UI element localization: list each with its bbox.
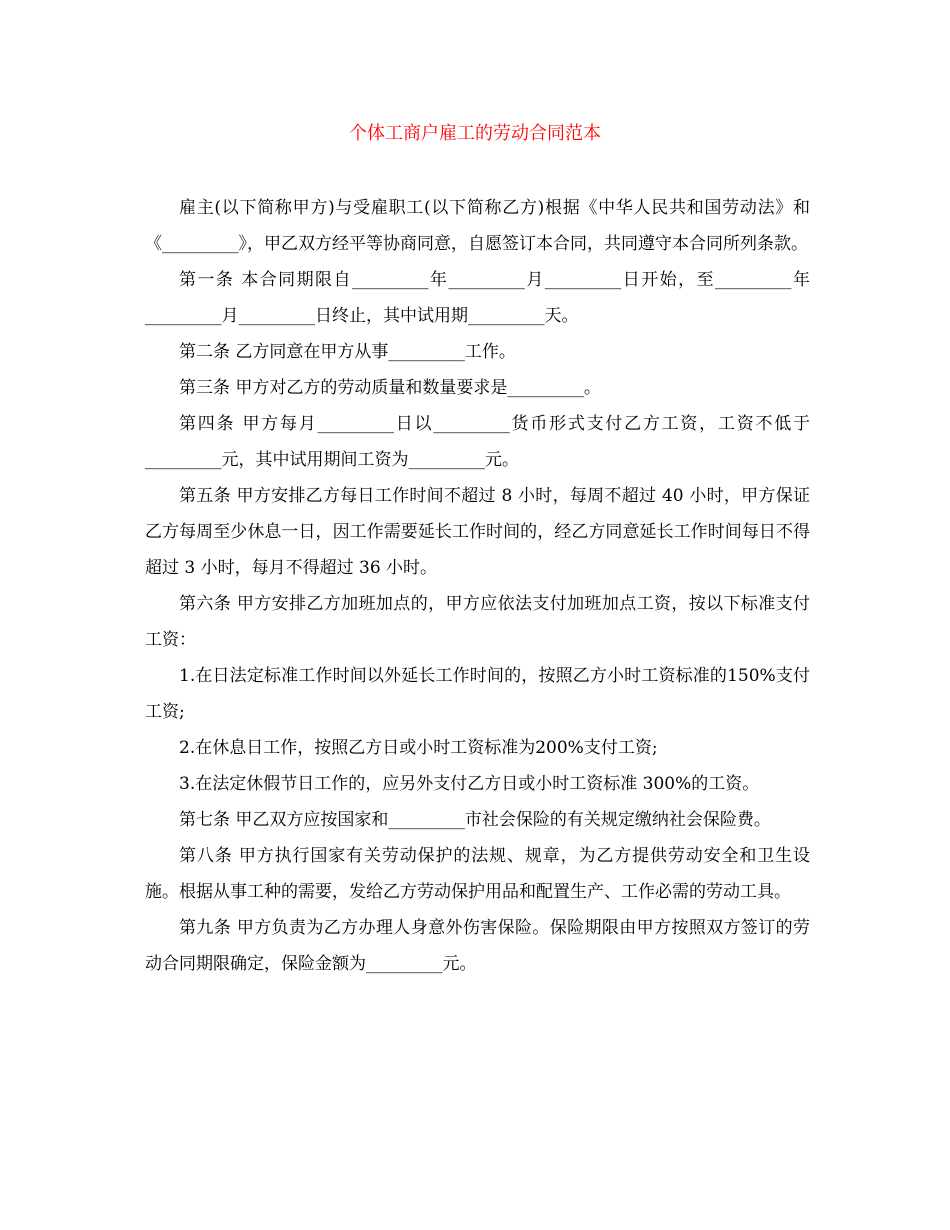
- document-title: 个体工商户雇工的劳动合同范本: [349, 123, 601, 144]
- article-3-paragraph: 第三条 甲方对乙方的劳动质量和数量要求是_________。: [179, 378, 601, 398]
- article-1-paragraph: 第一条 本合同期限自_________年_________月_________日开始，至_________年_________月_________日终止，其中试用期_________天。: [145, 270, 810, 326]
- article-4-paragraph: 第四条 甲方每月_________日以_________货币形式支付乙方工资，工资不低于_________元，其中试用期间工资为_________元。: [145, 414, 810, 470]
- preamble-paragraph: 雇主(以下简称甲方)与受雇职工(以下简称乙方)根据《中华人民共和国劳动法》和《_________》，甲乙双方经平等协商同意，自愿签订本合同，共同遵守本合同所列条款。: [145, 198, 810, 254]
- article-2-paragraph: 第二条 乙方同意在甲方从事_________工作。: [179, 342, 516, 362]
- article-6-item-3: 3.在法定休假节日工作的，应另外支付乙方日或小时工资标准 300%的工资。: [179, 774, 760, 794]
- article-5-paragraph: 第五条 甲方安排乙方每日工作时间不超过 8 小时，每周不超过 40 小时，甲方保证乙方每周至少休息一日，因工作需要延长工作时间的，经乙方同意延长工作时间每日不得超过 3 小时，每月不得超过 36 小时。: [145, 486, 810, 578]
- article-6-item-1: 1.在日法定标准工作时间以外延长工作时间的，按照乙方小时工资标准的150%支付工资;: [145, 666, 810, 722]
- article-7-paragraph: 第七条 甲乙双方应按国家和_________市社会保险的有关规定缴纳社会保险费。: [179, 810, 771, 830]
- article-6-paragraph: 第六条 甲方安排乙方加班加点的，甲方应依法支付加班加点工资，按以下标准支付工资：: [145, 594, 810, 650]
- article-9-paragraph: 第九条 甲方负责为乙方办理人身意外伤害保险。保险期限由甲方按照双方签订的劳动合同期限确定，保险金额为_________元。: [145, 918, 810, 974]
- document-body: [145, 190, 810, 982]
- article-8-paragraph: 第八条 甲方执行国家有关劳动保护的法规、规章，为乙方提供劳动安全和卫生设施。根据从事工种的需要，发给乙方劳动保护用品和配置生产、工作必需的劳动工具。: [145, 846, 810, 902]
- article-6-item-2: 2.在休息日工作，按照乙方日或小时工资标准为200%支付工资;: [179, 738, 658, 758]
